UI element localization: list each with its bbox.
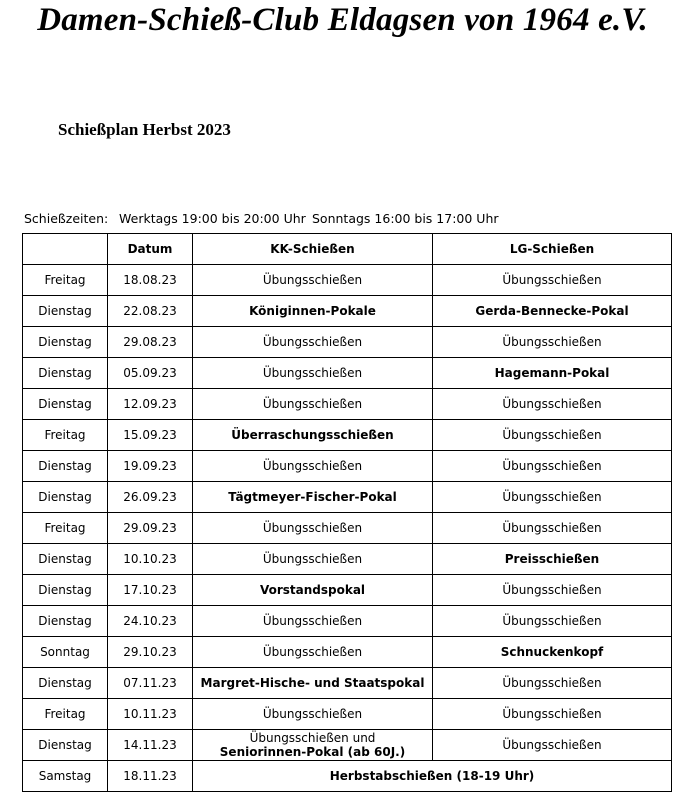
header-kk: KK-Schießen bbox=[193, 234, 433, 265]
table-row bbox=[23, 544, 672, 575]
row-day: Freitag bbox=[23, 420, 108, 451]
row-day: Dienstag bbox=[23, 358, 108, 389]
row-lg: Übungsschießen bbox=[433, 482, 672, 513]
table-row bbox=[23, 327, 672, 358]
row-lg: Übungsschießen bbox=[433, 730, 672, 761]
row-kk: Übungsschießen bbox=[193, 327, 433, 358]
row-kk: Übungsschießen bbox=[193, 513, 433, 544]
row-date: 15.09.23 bbox=[108, 420, 193, 451]
row-date: 12.09.23 bbox=[108, 389, 193, 420]
row-lg: Schnuckenkopf bbox=[433, 637, 672, 668]
weekday-times: Werktags 19:00 bis 20:00 Uhr bbox=[119, 211, 306, 226]
header-day bbox=[23, 234, 108, 265]
table-row bbox=[23, 296, 672, 327]
row-kk: Tägtmeyer-Fischer-Pokal bbox=[193, 482, 433, 513]
table-row bbox=[23, 606, 672, 637]
header-lg: LG-Schießen bbox=[433, 234, 672, 265]
row-day: Dienstag bbox=[23, 544, 108, 575]
row-date: 29.10.23 bbox=[108, 637, 193, 668]
plan-title: Schießplan Herbst 2023 bbox=[58, 120, 231, 139]
table-header-row bbox=[23, 234, 672, 265]
row-combined: Herbstabschießen (18-19 Uhr) bbox=[193, 761, 672, 792]
row-kk-line2: Seniorinnen-Pokal (ab 60J.) bbox=[219, 745, 406, 759]
row-date: 19.09.23 bbox=[108, 451, 193, 482]
table-row bbox=[23, 420, 672, 451]
row-date: 29.08.23 bbox=[108, 327, 193, 358]
row-kk: Übungsschießen bbox=[193, 451, 433, 482]
table-row bbox=[23, 513, 672, 544]
row-lg: Hagemann-Pokal bbox=[433, 358, 672, 389]
row-lg: Übungsschießen bbox=[433, 575, 672, 606]
club-title: Damen-Schieß-Club Eldagsen von 1964 e.V. bbox=[37, 2, 648, 38]
table-row bbox=[23, 265, 672, 296]
row-lg: Preisschießen bbox=[433, 544, 672, 575]
row-day: Freitag bbox=[23, 699, 108, 730]
row-lg: Übungsschießen bbox=[433, 420, 672, 451]
row-day: Dienstag bbox=[23, 451, 108, 482]
row-day: Dienstag bbox=[23, 296, 108, 327]
row-date: 17.10.23 bbox=[108, 575, 193, 606]
row-day: Dienstag bbox=[23, 668, 108, 699]
row-kk: Übungsschießen bbox=[193, 544, 433, 575]
row-day: Freitag bbox=[23, 513, 108, 544]
sunday-times: Sonntags 16:00 bis 17:00 Uhr bbox=[312, 211, 499, 226]
row-day: Freitag bbox=[23, 265, 108, 296]
row-lg: Übungsschießen bbox=[433, 513, 672, 544]
table-row bbox=[23, 358, 672, 389]
row-date: 18.08.23 bbox=[108, 265, 193, 296]
row-kk: Übungsschießen bbox=[193, 358, 433, 389]
table-row bbox=[23, 482, 672, 513]
row-day: Dienstag bbox=[23, 327, 108, 358]
row-kk: Übungsschießen bbox=[193, 389, 433, 420]
row-day: Dienstag bbox=[23, 575, 108, 606]
table-row bbox=[23, 761, 672, 792]
row-day: Dienstag bbox=[23, 389, 108, 420]
row-kk: Übungsschießen bbox=[193, 637, 433, 668]
row-date: 10.11.23 bbox=[108, 699, 193, 730]
row-date: 26.09.23 bbox=[108, 482, 193, 513]
table-row bbox=[23, 389, 672, 420]
table-row bbox=[23, 699, 672, 730]
row-lg: Übungsschießen bbox=[433, 668, 672, 699]
row-day: Sonntag bbox=[23, 637, 108, 668]
row-day: Dienstag bbox=[23, 606, 108, 637]
row-day: Dienstag bbox=[23, 482, 108, 513]
row-date: 05.09.23 bbox=[108, 358, 193, 389]
row-date: 24.10.23 bbox=[108, 606, 193, 637]
row-kk: Übungsschießen bbox=[193, 606, 433, 637]
row-lg: Übungsschießen bbox=[433, 265, 672, 296]
row-kk-line1: Übungsschießen und bbox=[249, 731, 376, 745]
row-day: Dienstag bbox=[23, 730, 108, 761]
row-lg: Übungsschießen bbox=[433, 451, 672, 482]
row-day: Samstag bbox=[23, 761, 108, 792]
row-date: 29.09.23 bbox=[108, 513, 193, 544]
row-kk bbox=[193, 730, 433, 761]
row-kk: Übungsschießen bbox=[193, 699, 433, 730]
row-lg: Gerda-Bennecke-Pokal bbox=[433, 296, 672, 327]
row-lg: Übungsschießen bbox=[433, 606, 672, 637]
schedule-table bbox=[22, 233, 672, 792]
table-row bbox=[23, 637, 672, 668]
header-date: Datum bbox=[108, 234, 193, 265]
row-lg: Übungsschießen bbox=[433, 699, 672, 730]
row-kk: Übungsschießen bbox=[193, 265, 433, 296]
shooting-times-label: Schießzeiten: bbox=[24, 211, 109, 226]
row-date: 14.11.23 bbox=[108, 730, 193, 761]
table-row bbox=[23, 575, 672, 606]
row-lg: Übungsschießen bbox=[433, 327, 672, 358]
row-date: 10.10.23 bbox=[108, 544, 193, 575]
row-lg: Übungsschießen bbox=[433, 389, 672, 420]
row-date: 22.08.23 bbox=[108, 296, 193, 327]
table-row bbox=[23, 451, 672, 482]
row-date: 18.11.23 bbox=[108, 761, 193, 792]
table-row bbox=[23, 730, 672, 761]
shooting-times bbox=[24, 210, 499, 228]
row-kk: Margret-Hische- und Staatspokal bbox=[193, 668, 433, 699]
row-kk: Königinnen-Pokale bbox=[193, 296, 433, 327]
row-kk: Überraschungsschießen bbox=[193, 420, 433, 451]
row-date: 07.11.23 bbox=[108, 668, 193, 699]
table-row bbox=[23, 668, 672, 699]
row-kk: Vorstandspokal bbox=[193, 575, 433, 606]
